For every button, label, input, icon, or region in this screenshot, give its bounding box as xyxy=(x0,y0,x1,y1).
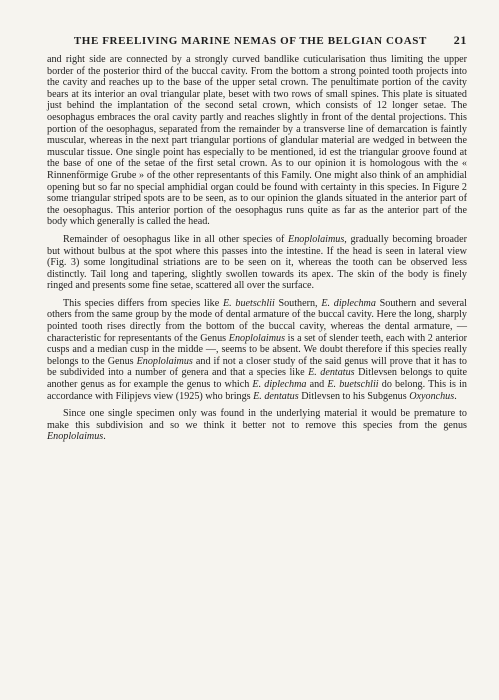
paragraph-2-text: , gradually becoming broader but without bulbus at the spot where this passes into the intestine. If the head is seen in lateral view (Fig. 3) some longitudinal striations are to be seen on it, whereas the tooth can be observed less distinctly. Tail long and tapering, slightly swollen towards its apex. The skin of the body is finely ringed and presents some fine setae, scattered all over the surface. xyxy=(47,233,467,292)
paragraph-3-text: Ditlevsen to his Subgenus xyxy=(298,390,410,402)
taxon-name: E. buetschlii xyxy=(327,379,379,391)
taxon-name: E. dentatus xyxy=(253,390,299,402)
taxon-name: E. dentatus xyxy=(308,367,355,379)
paragraph-2-text: Remainder of oesophagus like in all other species of xyxy=(63,233,289,245)
paragraph-3-text: and xyxy=(306,379,328,391)
paragraph-3 xyxy=(47,298,467,402)
page-number: 21 xyxy=(453,33,467,47)
taxon-name: E. diplechma xyxy=(252,379,307,391)
running-header xyxy=(47,33,467,48)
running-title: THE FREELIVING MARINE NEMAS OF THE BELGIAN COAST xyxy=(73,35,427,47)
paragraph-4-text: . xyxy=(103,431,106,443)
paragraph-2 xyxy=(47,234,467,292)
paragraph-3-text: Southern and several others from the same group by the mode of dental armature of the buccal cavity. Here the long, sharply pointed tooth rises directly from the bottom of the buccal cavity, whereas the dental armature, — characteristic for representants of the Genus xyxy=(47,297,467,344)
taxon-name: E. diplechma xyxy=(321,297,376,309)
paragraph-3-text: . xyxy=(454,390,457,402)
taxon-name: Enoplolaimus xyxy=(47,431,104,443)
paragraph-3-text: Southern, xyxy=(274,297,322,309)
body-text xyxy=(47,54,467,443)
taxon-name: E. buetschlii xyxy=(222,297,275,309)
paragraph-3-text: This species differs from species like xyxy=(63,297,223,309)
paragraph-1 xyxy=(47,54,467,228)
taxon-name: Enoplolaimus xyxy=(288,233,345,245)
taxon-name: Enoplolaimus xyxy=(228,332,286,344)
paragraph-1-text: and right side are connected by a strongly curved bandlike cuticularisation thus limiting the upper border of the posterior third of the buccal cavity. From the bottom a strong pointed tooth projects into the cavity and reaches up to the base of the upper setal crown. The penultimate portion of the cavity bears at its interior an oval triangular plate, beset with two rows of small spines. This plate is situated just behind the implantation of the second setal crown, which consists of 12 longer setae. The oesophagus embraces the oral cavity partly and reaches slightly in front of the dental projections. This portion of the oesophagus, separated from the remainder by a transverse line of demarcation is faintly muscular, whereas in the next part triangular portions of glandular material are wedged in between the muscular tissue. One single point has especially to be mentioned, id est the triangular groove found at the base of one of the setae of the first setal crown. As to our opinion it is homologous with the « Rinnenförmige Grube » of the other representants of this Family. One might also think of an amphidial opening but so far no special amphidial organ could be found with certainty in this species. In Figure 2 some triangular striped spots are to be seen, as to our opinion the glands situated in the anterior part of the oesophagus. This anterior portion of the oesophagus runs quite as far as the anterior part of the body which generally is called the head. xyxy=(47,54,467,228)
paragraph-3-text: do belong. This is in accordance with Filipjevs view (1925) who brings xyxy=(47,379,467,402)
paragraph-4-text: Since one single specimen only was found in the underlying material it would be premature to make this subdivision and so we think it better not to remove this species from the genus xyxy=(47,408,467,431)
paragraph-3-text: is a set of slender teeth, each with 2 anterior cusps and a median cusp in the midde —, seems to be absent. We doubt therefore if this species really belongs to the Genus xyxy=(47,332,467,367)
paragraph-4 xyxy=(47,408,467,443)
taxon-name: Oxyonchus xyxy=(409,390,455,402)
paragraph-3-text: Ditlevsen belongs to quite another genus as for example the genus to which xyxy=(47,367,467,391)
taxon-name: Enoplolaimus xyxy=(136,355,193,367)
paragraph-3-text: and if not a closer study of the said genus will prove that it has to be subdivided into a number of genera and that a species like xyxy=(47,355,467,379)
